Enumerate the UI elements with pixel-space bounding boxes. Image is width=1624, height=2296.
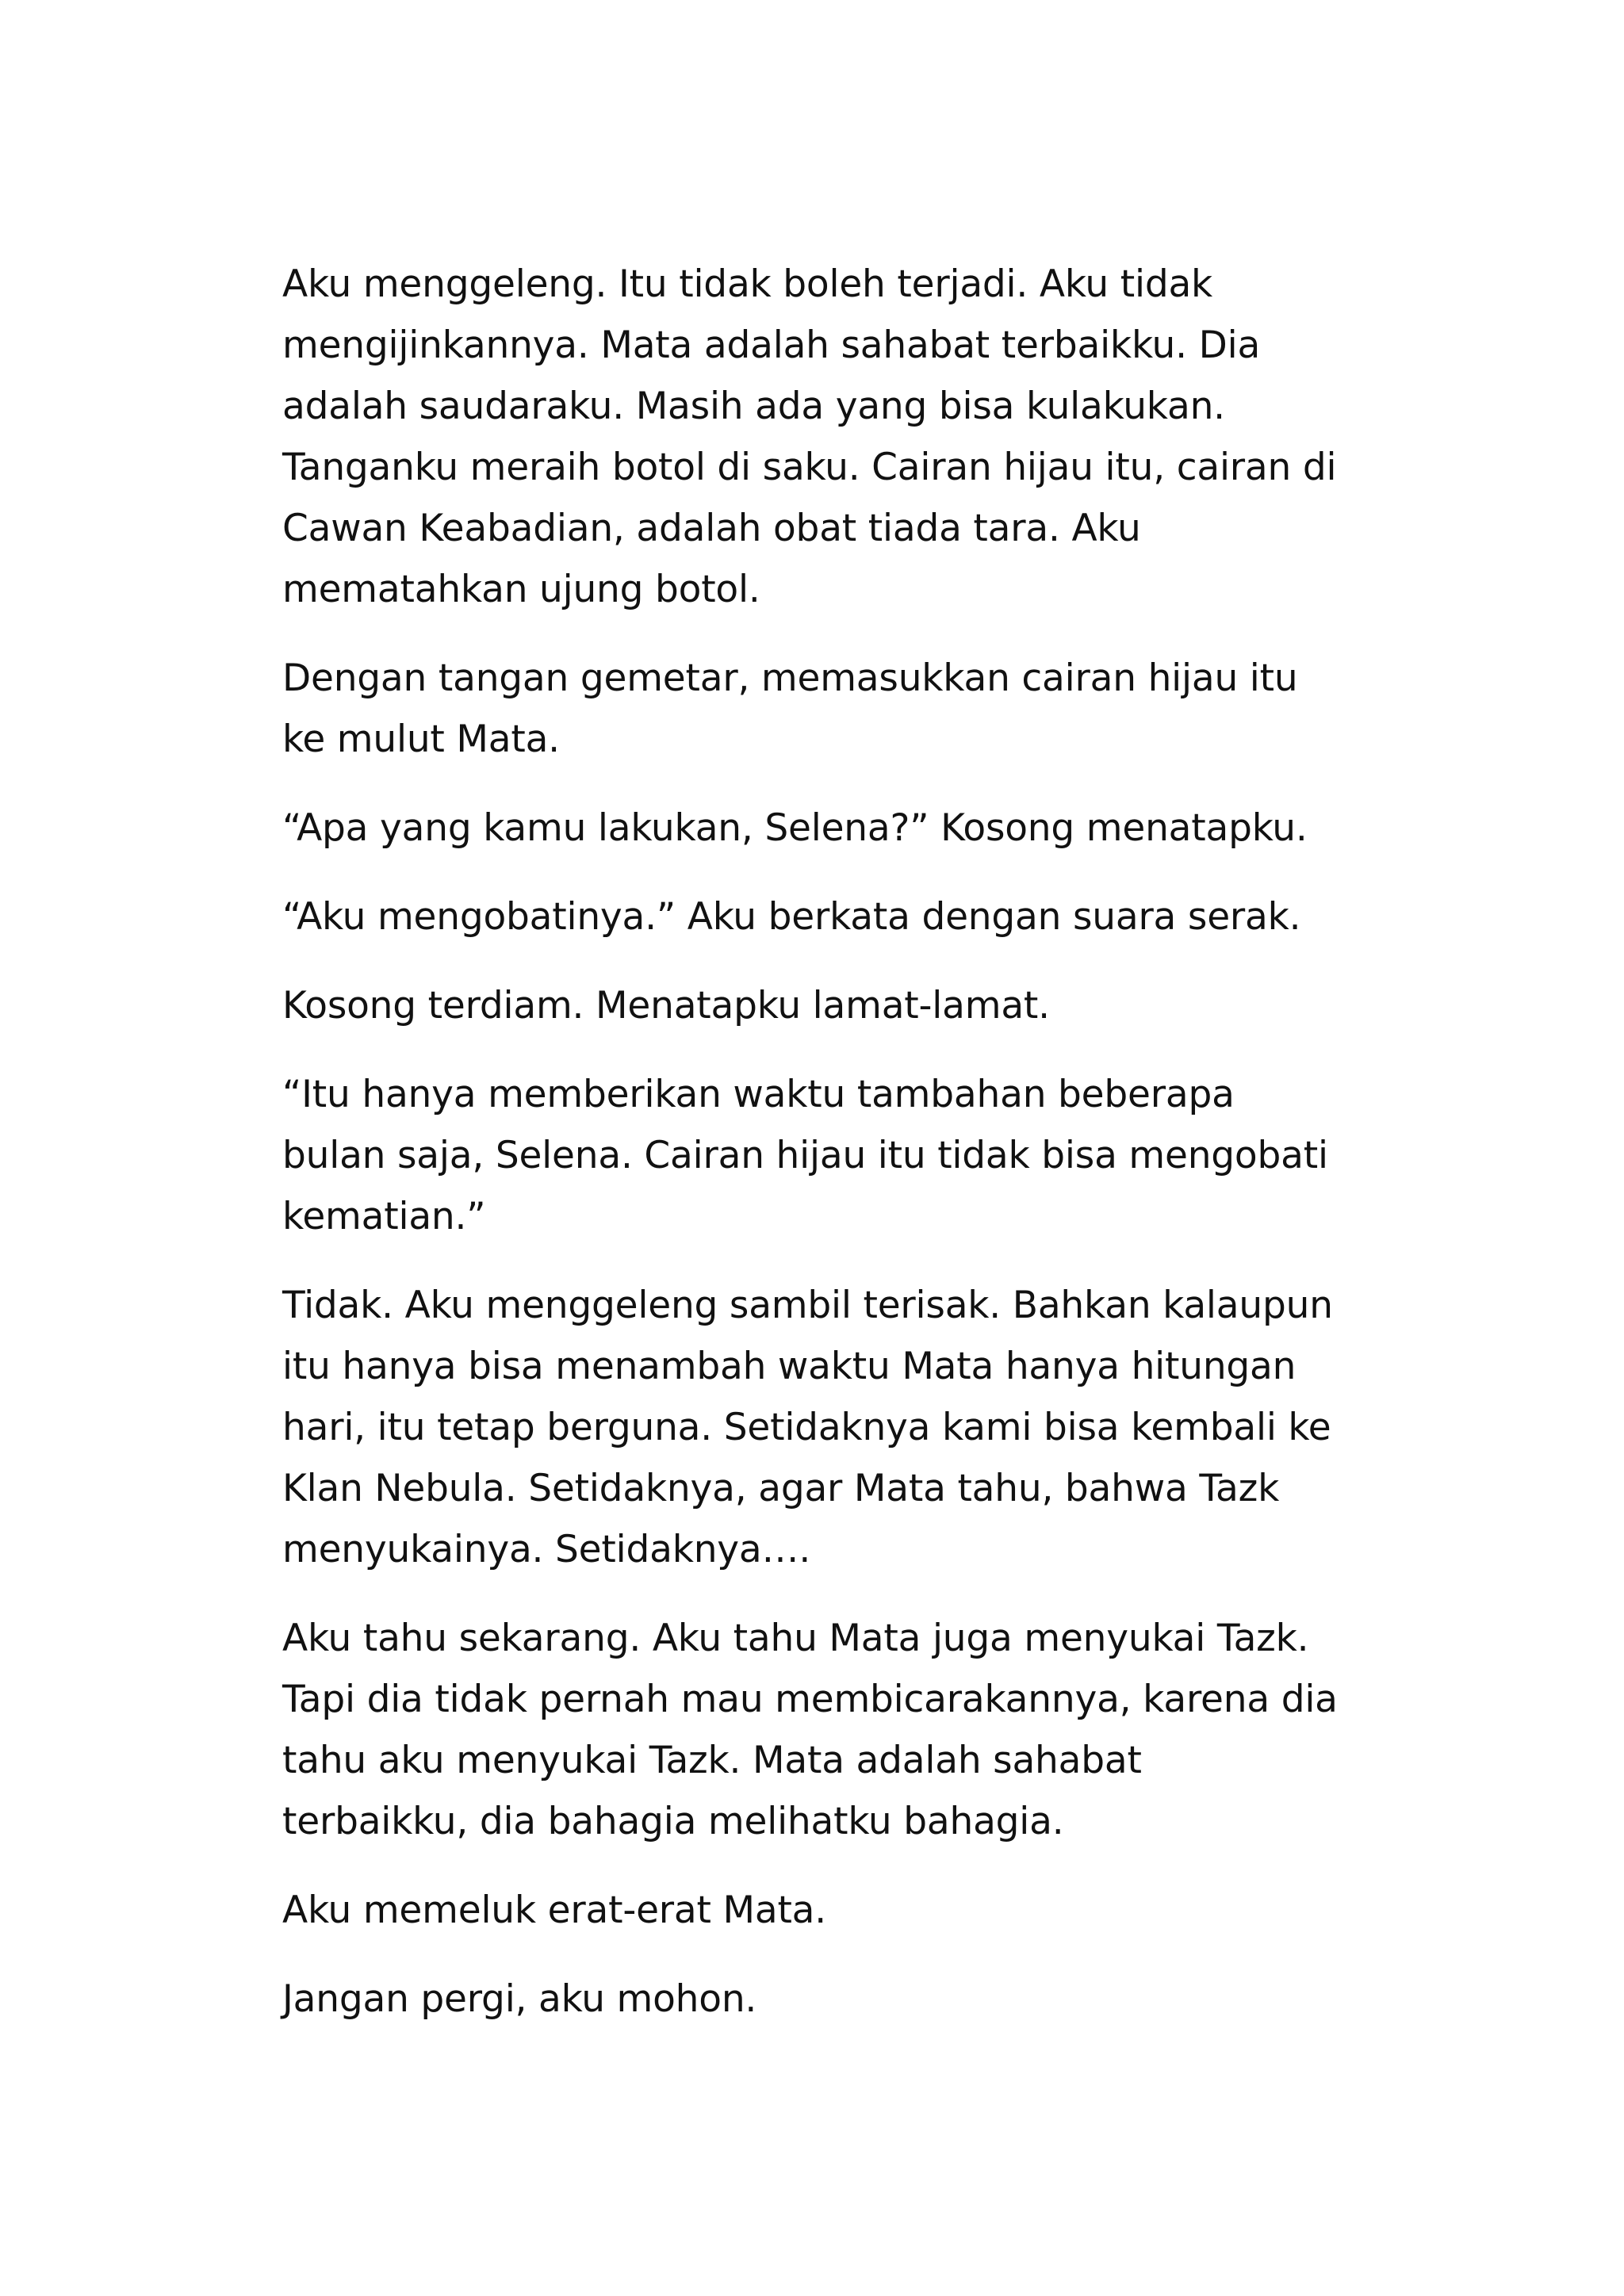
text-line: Aku tahu sekarang. Aku tahu Mata juga menyukai Tazk. <box>282 1617 1309 1660</box>
text-line: Cawan Keabadian, adalah obat tiada tara. Aku <box>282 507 1141 550</box>
text-line: kematian.” <box>282 1195 486 1238</box>
paragraph-3 <box>282 798 1385 859</box>
text-line: terbaikku, dia bahagia melihatku bahagia. <box>282 1800 1064 1843</box>
paragraph-9 <box>282 1880 1385 1941</box>
document-body <box>282 254 1385 2057</box>
paragraph-4 <box>282 886 1385 947</box>
text-line: Dengan tangan gemetar, memasukkan cairan hijau itu <box>282 656 1298 700</box>
text-line: Tapi dia tidak pernah mau membicarakannya, karena dia <box>282 1678 1338 1721</box>
text-line: bulan saja, Selena. Cairan hijau itu tidak bisa mengobati <box>282 1134 1328 1177</box>
text-line: tahu aku menyukai Tazk. Mata adalah sahabat <box>282 1739 1142 1782</box>
text-line: Aku menggeleng. Itu tidak boleh terjadi. Aku tidak <box>282 262 1213 306</box>
paragraph-7 <box>282 1275 1385 1580</box>
text-line: mematahkan ujung botol. <box>282 568 760 611</box>
text-line: Klan Nebula. Setidaknya, agar Mata tahu, bahwa Tazk <box>282 1467 1280 1510</box>
text-line: hari, itu tetap berguna. Setidaknya kami bisa kembali ke <box>282 1406 1331 1449</box>
paragraph-8 <box>282 1608 1385 1852</box>
text-line: “Aku mengobatinya.” Aku berkata dengan suara serak. <box>282 895 1301 939</box>
text-line: “Apa yang kamu lakukan, Selena?” Kosong menatapku. <box>282 806 1308 850</box>
paragraph-2 <box>282 648 1385 770</box>
paragraph-1 <box>282 254 1385 620</box>
text-line: Tidak. Aku menggeleng sambil terisak. Bahkan kalaupun <box>282 1284 1333 1327</box>
paragraph-5 <box>282 975 1385 1036</box>
text-line: ke mulut Mata. <box>282 718 560 761</box>
text-line: Jangan pergi, aku mohon. <box>282 1977 757 2021</box>
text-line: mengijinkannya. Mata adalah sahabat terbaikku. Dia <box>282 323 1261 367</box>
text-line: menyukainya. Setidaknya…. <box>282 1528 811 1571</box>
text-line: “Itu hanya memberikan waktu tambahan beberapa <box>282 1073 1235 1116</box>
paragraph-10 <box>282 1969 1385 2030</box>
text-line: Aku memeluk erat-erat Mata. <box>282 1888 827 1932</box>
text-line: itu hanya bisa menambah waktu Mata hanya hitungan <box>282 1345 1297 1388</box>
text-line: Tanganku meraih botol di saku. Cairan hijau itu, cairan di <box>282 446 1337 489</box>
paragraph-6 <box>282 1064 1385 1247</box>
text-line: adalah saudaraku. Masih ada yang bisa kulakukan. <box>282 385 1225 428</box>
text-line: Kosong terdiam. Menatapku lamat-lamat. <box>282 984 1050 1027</box>
